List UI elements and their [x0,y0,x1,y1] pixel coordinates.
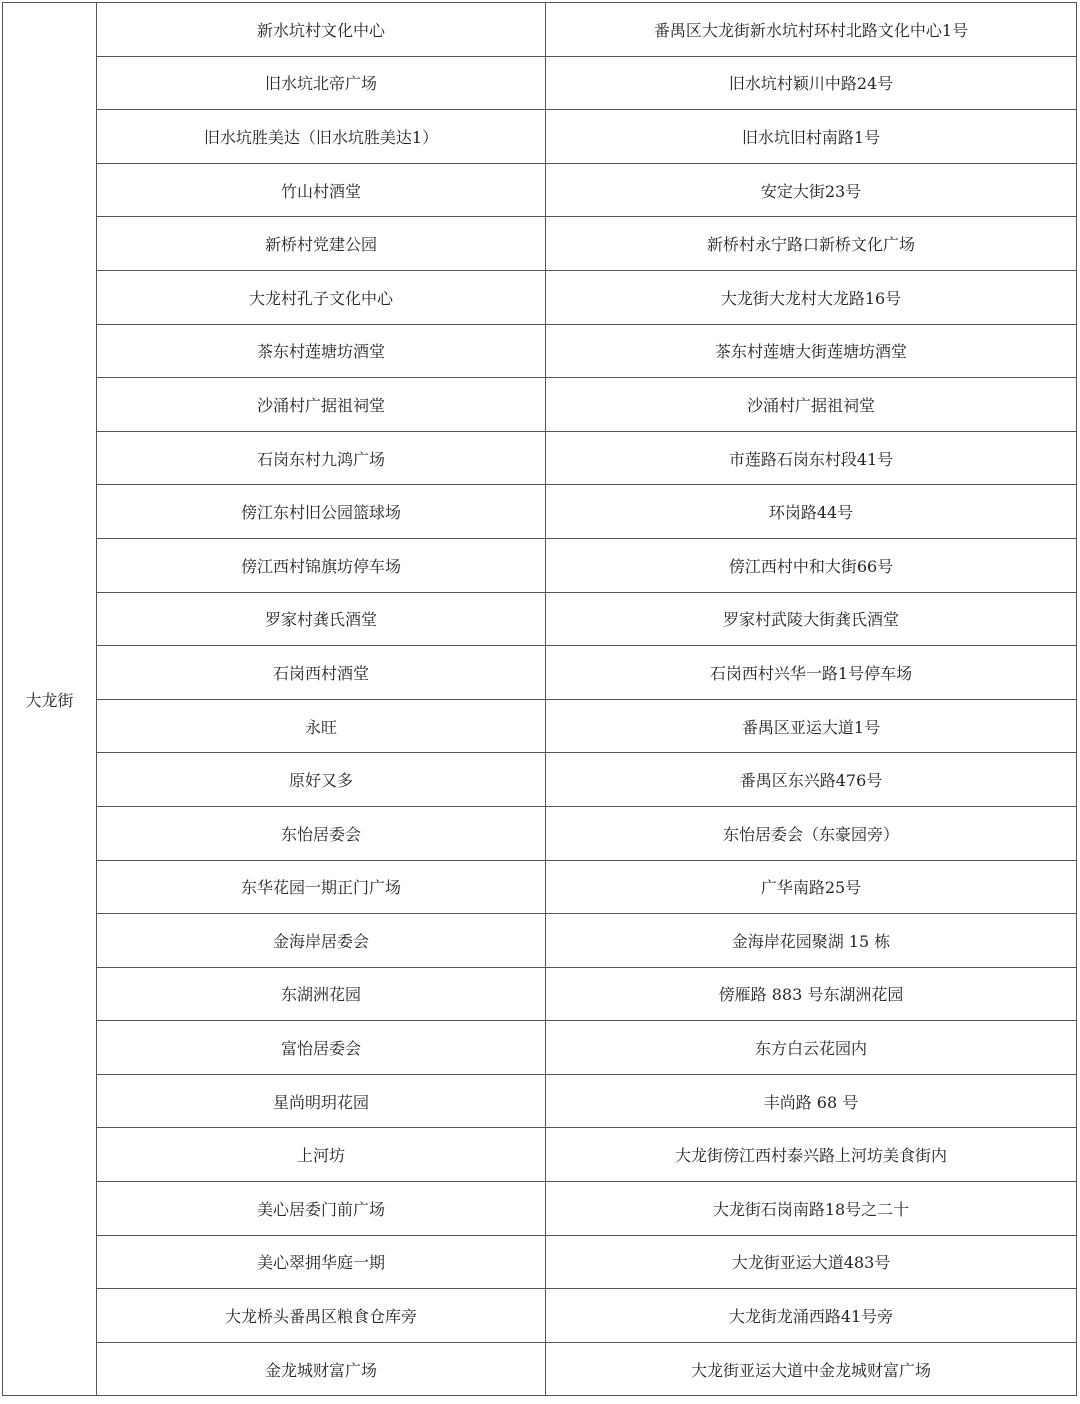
address-cell[interactable]: 番禺区亚运大道1号 [546,699,1077,753]
location-name-cell[interactable]: 永旺 [97,699,546,753]
location-name-cell[interactable]: 金龙城财富广场 [97,1342,546,1396]
location-name-cell[interactable]: 新水坑村文化中心 [97,3,546,57]
address-cell[interactable]: 大龙街傍江西村泰兴路上河坊美食街内 [546,1128,1077,1182]
address-cell[interactable]: 番禺区东兴路476号 [546,753,1077,807]
address-cell[interactable]: 傍江西村中和大街66号 [546,538,1077,592]
table-row [3,646,1077,700]
table-row [3,1074,1077,1128]
table-row [3,485,1077,539]
address-cell[interactable]: 金海岸花园聚湖 15 栋 [546,914,1077,968]
table-row [3,967,1077,1021]
address-cell[interactable]: 东怡居委会（东豪园旁） [546,806,1077,860]
table-row [3,1235,1077,1289]
location-name-cell[interactable]: 石岗东村九鸿广场 [97,431,546,485]
table-row [3,324,1077,378]
table-row [3,270,1077,324]
table-row [3,806,1077,860]
address-cell[interactable]: 大龙街石岗南路18号之二十 [546,1182,1077,1236]
table-row [3,431,1077,485]
address-cell[interactable]: 傍雁路 883 号东湖洲花园 [546,967,1077,1021]
table-row [3,753,1077,807]
district-cell[interactable]: 大龙街 [3,3,97,1396]
location-table [2,2,1077,1396]
location-name-cell[interactable]: 东湖洲花园 [97,967,546,1021]
table-row [3,56,1077,110]
table-row [3,1289,1077,1343]
address-cell[interactable]: 丰尚路 68 号 [546,1074,1077,1128]
location-name-cell[interactable]: 茶东村莲塘坊酒堂 [97,324,546,378]
location-name-cell[interactable]: 美心居委门前广场 [97,1182,546,1236]
table-row [3,1128,1077,1182]
address-cell[interactable]: 大龙街大龙村大龙路16号 [546,270,1077,324]
table-row [3,110,1077,164]
address-cell[interactable]: 大龙街亚运大道483号 [546,1235,1077,1289]
location-name-cell[interactable]: 原好又多 [97,753,546,807]
table-row [3,538,1077,592]
address-cell[interactable]: 新桥村永宁路口新桥文化广场 [546,217,1077,271]
table-body [3,3,1077,1396]
address-cell[interactable]: 沙涌村广据祖祠堂 [546,378,1077,432]
table-row [3,163,1077,217]
location-name-cell[interactable]: 罗家村龚氏酒堂 [97,592,546,646]
location-name-cell[interactable]: 大龙村孔子文化中心 [97,270,546,324]
location-name-cell[interactable]: 上河坊 [97,1128,546,1182]
address-cell[interactable]: 茶东村莲塘大街莲塘坊酒堂 [546,324,1077,378]
address-cell[interactable]: 环岗路44号 [546,485,1077,539]
table-row [3,699,1077,753]
address-cell[interactable]: 旧水坑村颖川中路24号 [546,56,1077,110]
location-name-cell[interactable]: 新桥村党建公园 [97,217,546,271]
table-row [3,914,1077,968]
table-row [3,217,1077,271]
location-name-cell[interactable]: 沙涌村广据祖祠堂 [97,378,546,432]
location-name-cell[interactable]: 傍江西村锦旗坊停车场 [97,538,546,592]
location-name-cell[interactable]: 竹山村酒堂 [97,163,546,217]
location-name-cell[interactable]: 东怡居委会 [97,806,546,860]
address-cell[interactable]: 广华南路25号 [546,860,1077,914]
location-name-cell[interactable]: 大龙桥头番禺区粮食仓库旁 [97,1289,546,1343]
location-name-cell[interactable]: 傍江东村旧公园篮球场 [97,485,546,539]
address-cell[interactable]: 罗家村武陵大街龚氏酒堂 [546,592,1077,646]
location-name-cell[interactable]: 美心翠拥华庭一期 [97,1235,546,1289]
address-cell[interactable]: 市莲路石岗东村段41号 [546,431,1077,485]
address-cell[interactable]: 旧水坑旧村南路1号 [546,110,1077,164]
location-name-cell[interactable]: 星尚明玥花园 [97,1074,546,1128]
location-name-cell[interactable]: 旧水坑北帝广场 [97,56,546,110]
address-cell[interactable]: 大龙街龙涌西路41号旁 [546,1289,1077,1343]
table-row [3,1182,1077,1236]
table-row [3,592,1077,646]
table-row [3,1021,1077,1075]
table-row [3,378,1077,432]
address-cell[interactable]: 石岗西村兴华一路1号停车场 [546,646,1077,700]
address-cell[interactable]: 大龙街亚运大道中金龙城财富广场 [546,1342,1077,1396]
table-row [3,1342,1077,1396]
address-cell[interactable]: 东方白云花园内 [546,1021,1077,1075]
location-name-cell[interactable]: 东华花园一期正门广场 [97,860,546,914]
location-name-cell[interactable]: 金海岸居委会 [97,914,546,968]
table-row [3,860,1077,914]
location-name-cell[interactable]: 富怡居委会 [97,1021,546,1075]
address-cell[interactable]: 安定大街23号 [546,163,1077,217]
address-cell[interactable]: 番禺区大龙街新水坑村环村北路文化中心1号 [546,3,1077,57]
location-name-cell[interactable]: 石岗西村酒堂 [97,646,546,700]
location-name-cell[interactable]: 旧水坑胜美达（旧水坑胜美达1） [97,110,546,164]
table-row [3,3,1077,57]
